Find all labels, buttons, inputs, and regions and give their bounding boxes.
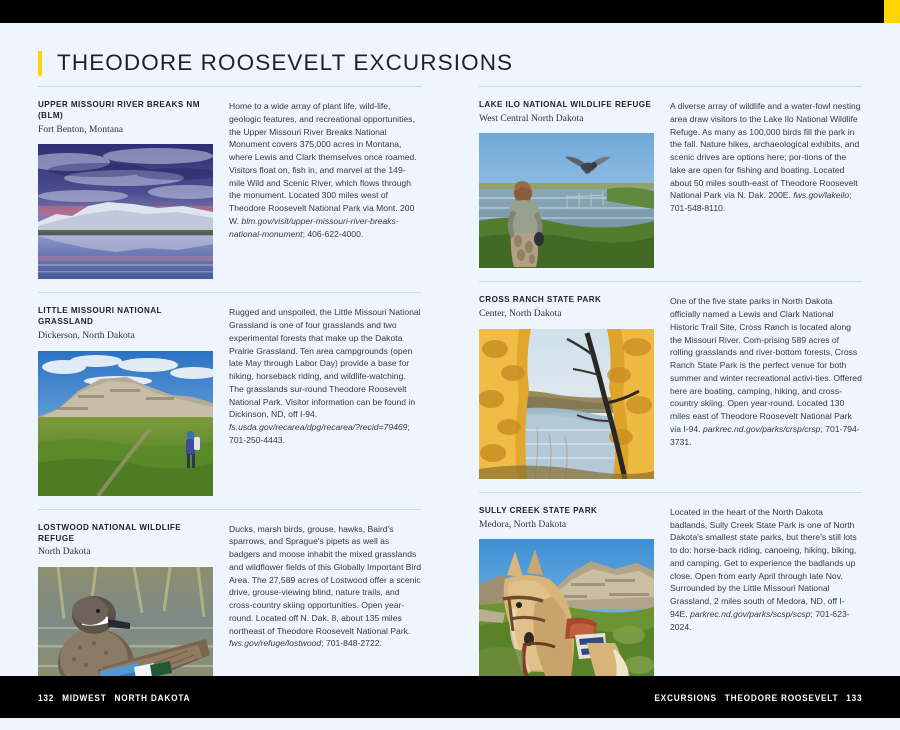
entry-title: CROSS RANCH STATE PARK <box>479 295 602 305</box>
footer-right-page-number: 133 <box>845 691 862 703</box>
top-black-band <box>0 0 900 23</box>
excursion-entry <box>38 87 421 292</box>
footer-right-group <box>654 692 862 703</box>
entry-title: SULLY CREEK STATE PARK <box>479 505 598 515</box>
page-title-row <box>38 50 513 76</box>
excursion-entry <box>479 87 862 281</box>
entry-description <box>670 100 862 215</box>
entry-title: LOSTWOOD NATIONAL WILDLIFE REFUGE <box>38 522 182 543</box>
entry-location: West Central North Dakota <box>479 112 584 124</box>
entry-phone: ; 406-622-4000. <box>302 228 364 239</box>
title-accent-bar <box>38 51 42 76</box>
entry-phone: ; 701-623-2024. <box>670 608 850 632</box>
right-column <box>479 86 862 730</box>
entry-phone: ; 701-848-2722. <box>321 638 382 649</box>
two-column-body <box>38 86 862 730</box>
entry-url: fs.usda.gov/recarea/dpg/recarea/?recid=79469 <box>229 422 408 433</box>
entry-photo-sully-creek <box>479 539 654 684</box>
top-yellow-accent-block <box>884 0 900 23</box>
entry-location: Medora, North Dakota <box>479 518 567 530</box>
entry-description-text: Ducks, marsh birds, grouse, hawks, Baird's sparrows, and Sprague's pipets as well as badgers and moose inhabit the mixed grasslands and wildflower fields of this Globally Important Bird Area. The 27,589 acres of Lostwood offer a scenic drive, grouse-viewing blind, nature trails, and cross-country skiing opportunities. Open year-round. Located off N. Dak. 8, about 135 miles northeast of Theodore Roosevelt National Park. <box>229 523 422 636</box>
entry-photo-lake-ilo <box>479 133 654 268</box>
entry-location: Center, North Dakota <box>479 308 562 320</box>
entry-title: LAKE ILO NATIONAL WILDLIFE REFUGE <box>479 100 652 109</box>
entry-location: Fort Benton, Montana <box>38 123 124 135</box>
footer-left-page-number: 132 <box>38 691 55 703</box>
footer-left-region: MIDWEST <box>62 691 107 703</box>
entry-description <box>229 100 421 240</box>
entry-description <box>670 295 862 448</box>
entry-description <box>229 306 421 446</box>
entry-photo-cross-ranch <box>479 329 654 479</box>
footer-right-section: EXCURSIONS <box>653 691 717 703</box>
footer-right-park: THEODORE ROOSEVELT <box>724 691 838 703</box>
entry-phone: ; 701-794-3731. <box>670 423 860 447</box>
excursion-entry <box>479 493 862 697</box>
entry-description <box>229 523 421 651</box>
entry-location: Dickerson, North Dakota <box>38 330 135 342</box>
entry-photo-upper-missouri <box>38 144 213 279</box>
entry-url: fws.gov/lakeilo <box>793 190 850 201</box>
entry-phone: ; 701-250-4443. <box>229 422 410 445</box>
entry-description-text: A diverse array of wildlife and a water-fowl nesting area draw visitors to the Lake Ilo National Wildlife Refuge. As many as 100,000 birds fill the park in the fall. Nature hikes, archaeological exhibits, and scenic drives are options here; por-tions of the lake are open for fishing and boating. Located about 50 miles south-east of Theodore Roosevelt National Park via N. Dak. 200E. <box>670 101 861 201</box>
entry-title: LITTLE MISSOURI NATIONAL GRASSLAND <box>38 306 162 327</box>
bottom-black-band <box>0 676 900 718</box>
entry-url: parkrec.nd.gov/parks/scsp/scsp <box>690 608 811 619</box>
entry-title: UPPER MISSOURI RIVER BREAKS NM (BLM) <box>38 100 200 120</box>
excursion-entry <box>38 293 421 508</box>
entry-phone: ; 701-548-8110. <box>670 190 852 213</box>
entry-description-text: Located in the heart of the North Dakota badlands, Sully Creek State Park is one of North Dakota's smallest state parks, but there's still lots to do: horse-back riding, canoeing, hiking, biking, and camping. Get to experience the badlands up close. Open from early April through late Nov. Surrounded by the Little Missouri National Grassland, 2 miles south of Medora, ND, off I-94E. <box>670 506 857 619</box>
entry-description-text: One of the five state parks in North Dakota officially named a Lewis and Clark National Historic Trail Site, Cross Ranch is located along the Missouri River. Com-prising 589 acres of rolling grasslands and river-bottom forests, Cross Ranch State Park is the perfect venue for both summer and winter recreational activi-ties. Offered here are boating, camping, hiking, and cross-country skiing. Open year-round. Located 130 miles east of Theodore Roosevelt National Park via I-94. <box>670 296 862 434</box>
entry-location: North Dakota <box>38 546 91 558</box>
entry-url: parkrec.nd.gov/parks/crsp/crsp <box>702 423 821 434</box>
entry-description <box>670 506 862 634</box>
footer-left-state: NORTH DAKOTA <box>114 691 191 703</box>
entry-description-text: Home to a wide array of plant life, wild-life, geologic features, and recreational opportunities, the Upper Missouri River Breaks National Monument covers 375,000 acres in Montana, where Lewis and Clark themselves once roamed. Visitors float on, fish in, and marvel at the 149-mile Wild and Scenic River, which flows through the monument. Located 300 miles west of Theodore Roosevelt National Park via Mont. 200 W. <box>229 101 417 226</box>
footer-left-group <box>38 692 190 703</box>
entry-url: blm.gov/visit/upper-missouri-river-breaks-national-monument <box>229 215 399 239</box>
entry-url: fws.gov/refuge/lostwood <box>229 638 322 649</box>
left-column <box>38 86 421 730</box>
entry-photo-little-missouri <box>38 351 213 496</box>
entry-description-text: Rugged and unspoiled, the Little Missouri National Grassland is one of four grasslands and two experimental forests that make up the Dakota Prairie Grassland. Ten area campgrounds (open late May through Labor Day) provide a base for hiking, horseback riding, and wildlife-watching. The grasslands sur-round Theodore Roosevelt National Park. Visitor information can be found in Dickinson, ND, off I-94. <box>229 307 421 420</box>
excursion-entry <box>479 282 862 491</box>
page-title: THEODORE ROOSEVELT EXCURSIONS <box>57 50 514 75</box>
